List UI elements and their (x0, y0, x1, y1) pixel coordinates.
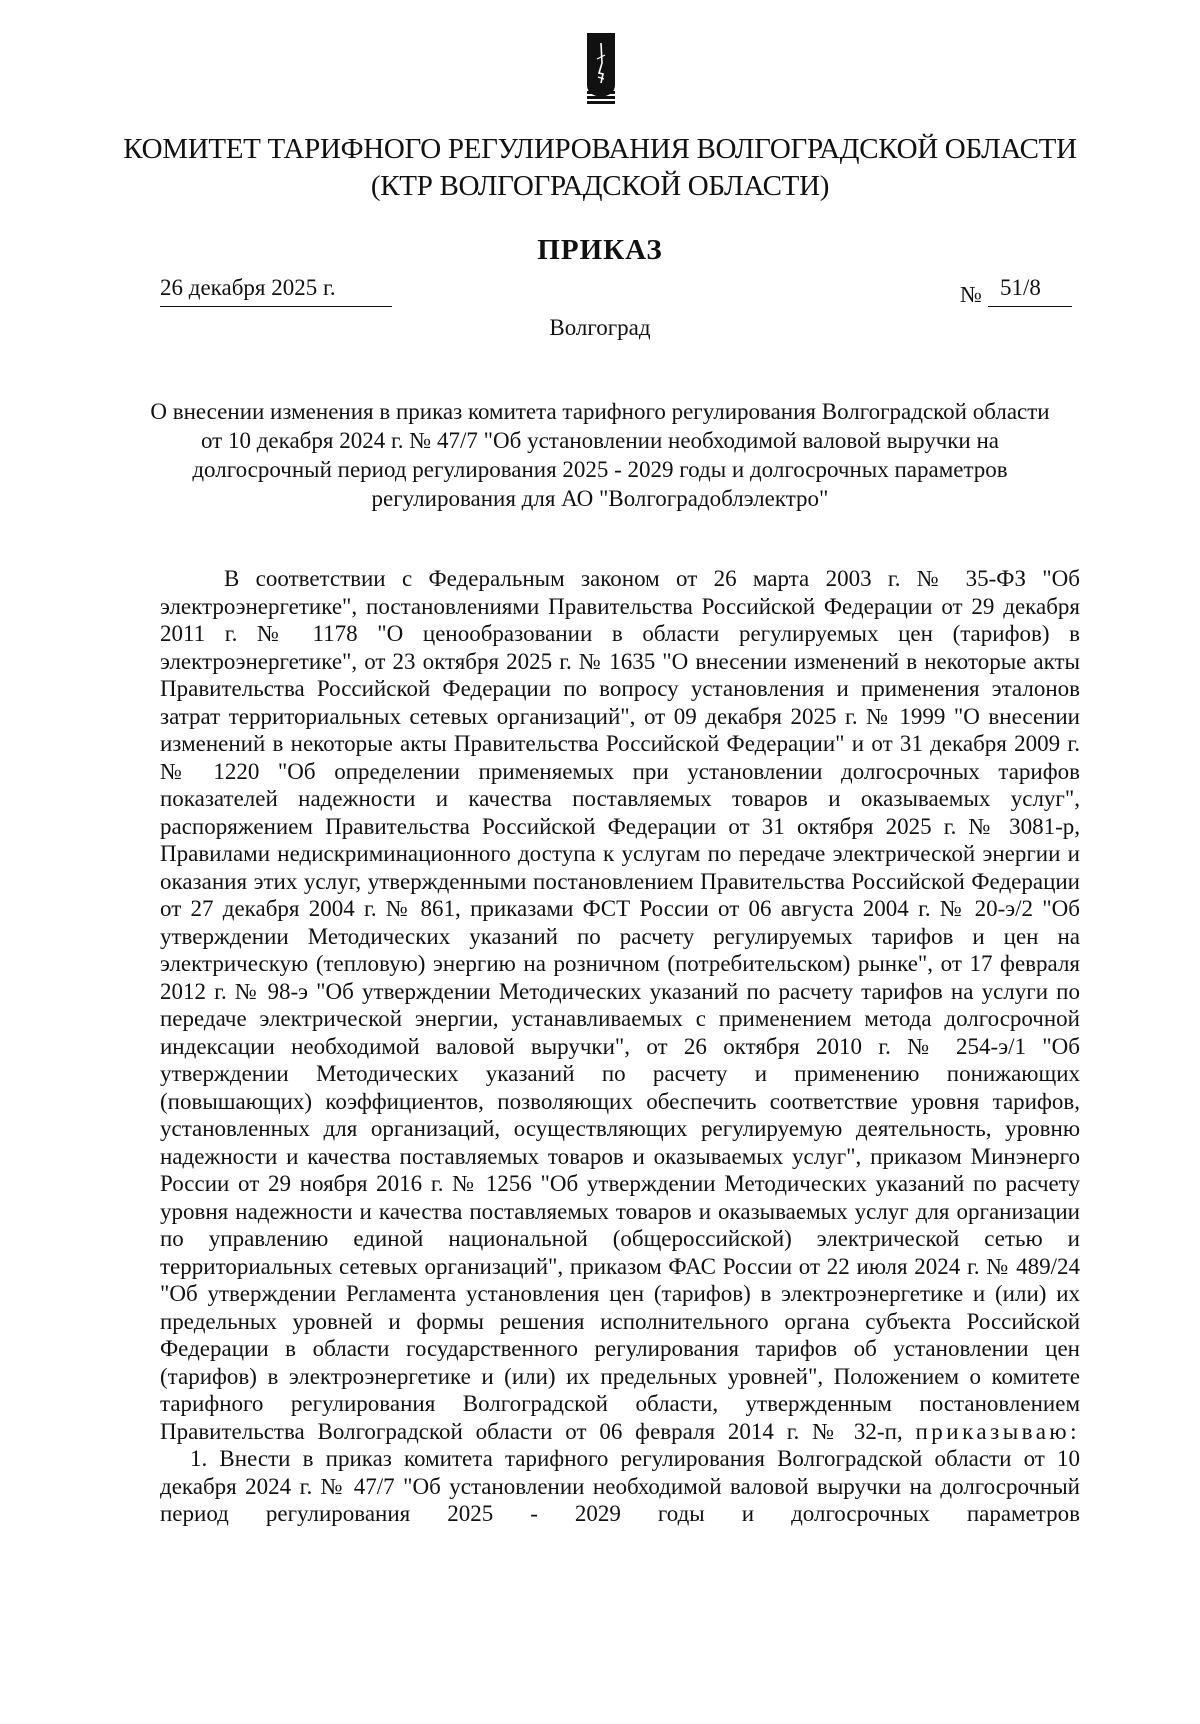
date-underline (160, 306, 392, 307)
body-paragraph-text: В соответствии с Федеральным законом от 26 марта 2003 г. № 35-ФЗ "Об электроэнергетике", постановлениями Правительства Российской Федерации от 29 декабря 2011 г. № 1178 "О ценообразовании в области регулируемых цен (тарифов) в электроэнергетике", от 23 октября 2025 г. № 1635 "О внесении изменений в некоторые акты Правительства Российской Федерации по вопросу установления и применения эталонов затрат территориальных сетевых организаций", от 09 декабря 2025 г. № 1999 "О внесении изменений в некоторые акты Правительства Российской Федерации" и от 31 декабря 2009 г. № 1220 "Об определении применяемых при установлении долгосрочных тарифов показателей надежности и качества поставляемых товаров и оказываемых услуг", распоряжением Правительства Российской Федерации от 31 октября 2025 г. № 3081-р, Правилами недискриминационного доступа к услугам по передаче электрической энергии и оказания этих услуг, утвержденными постановлением Правительства Российской Федерации от 27 декабря 2004 г. № 861, приказами ФСТ России от 06 августа 2004 г. № 20-э/2 "Об утверждении Методических указаний по расчету регулируемых тарифов и цен на электрическую (тепловую) энергию на розничном (потребительском) рынке", от 17 февраля 2012 г. № 98-э "Об утверждении Методических указаний по расчету тарифов на услуги по передаче электрической энергии, устанавливаемых с применением метода долгосрочной индексации необходимой валовой выручки", от 26 октября 2010 г. № 254-э/1 "Об утверждении Методических указаний по расчету и применению понижающих (повышающих) коэффициентов, позволяющих обеспечить соответствие уровня тарифов, установленных для организаций, осуществляющих регулируемую деятельность, уровню надежности и качества поставляемых товаров и оказываемых услуг", приказом Минэнерго России от 29 ноября 2016 г. № 1256 "Об утверждении Методических указаний по расчету уровня надежности и качества поставляемых товаров и оказываемых услуг для организации по управлению единой национальной (общероссийской) электрической сетью и территориальных сетевых организаций", приказом ФАС России от 22 июля 2024 г. № 489/24 "Об утверждении Регламента установления цен (тарифов) в электроэнергетике и (или) их предельных уровней и формы решения исполнительного органа субъекта Российской Федерации в области государственного регулирования тарифов об установлении цен (тарифов) в электроэнергетике и (или) их предельных уровней", Положением о комитете тарифного регулирования Волгоградской области, утвержденным постановлением Правительства Волгоградской области от 06 февраля 2014 г. № 32-п, (160, 566, 1080, 1444)
document-title: ПРИКАЗ (537, 234, 663, 266)
document-date: 26 декабря 2025 г. (160, 275, 336, 300)
order-word: приказываю: (915, 1418, 1080, 1444)
volgograd-coat-of-arms-icon (587, 33, 615, 107)
document-number: 51/8 (1000, 275, 1041, 300)
document-subject: О внесении изменения в приказ комитета тарифного регулирования Волгоградской области от 10 декабря 2024 г. № 47/7 "Об установлении необходимой валовой выручки на долгосрочный период регулирования 2025 - 2029 годы и долгосрочных параметров регулирования для АО "Волгоградоблэлектро" (150, 399, 1050, 511)
org-name-line2: (КТР ВОЛГОГРАДСКОЙ ОБЛАСТИ) (370, 170, 830, 202)
document-city: Волгоград (549, 315, 651, 340)
document-body (160, 565, 1080, 1528)
body-paragraph: 1. Внести в приказ комитета тарифного регулирования Волгоградской области от 10 декабря 2024 г. № 47/7 "Об установлении необходимой валовой выручки на долгосрочный период регулирования 2025 - 2029 годы и долгосрочных параметров (160, 1446, 1080, 1526)
org-name-line1: КОМИТЕТ ТАРИФНОГО РЕГУЛИРОВАНИЯ ВОЛГОГРАДСКОЙ ОБЛАСТИ (123, 133, 1077, 165)
body-paragraph (160, 565, 1080, 1445)
number-underline (988, 306, 1072, 307)
document-number-label: № (960, 282, 982, 307)
